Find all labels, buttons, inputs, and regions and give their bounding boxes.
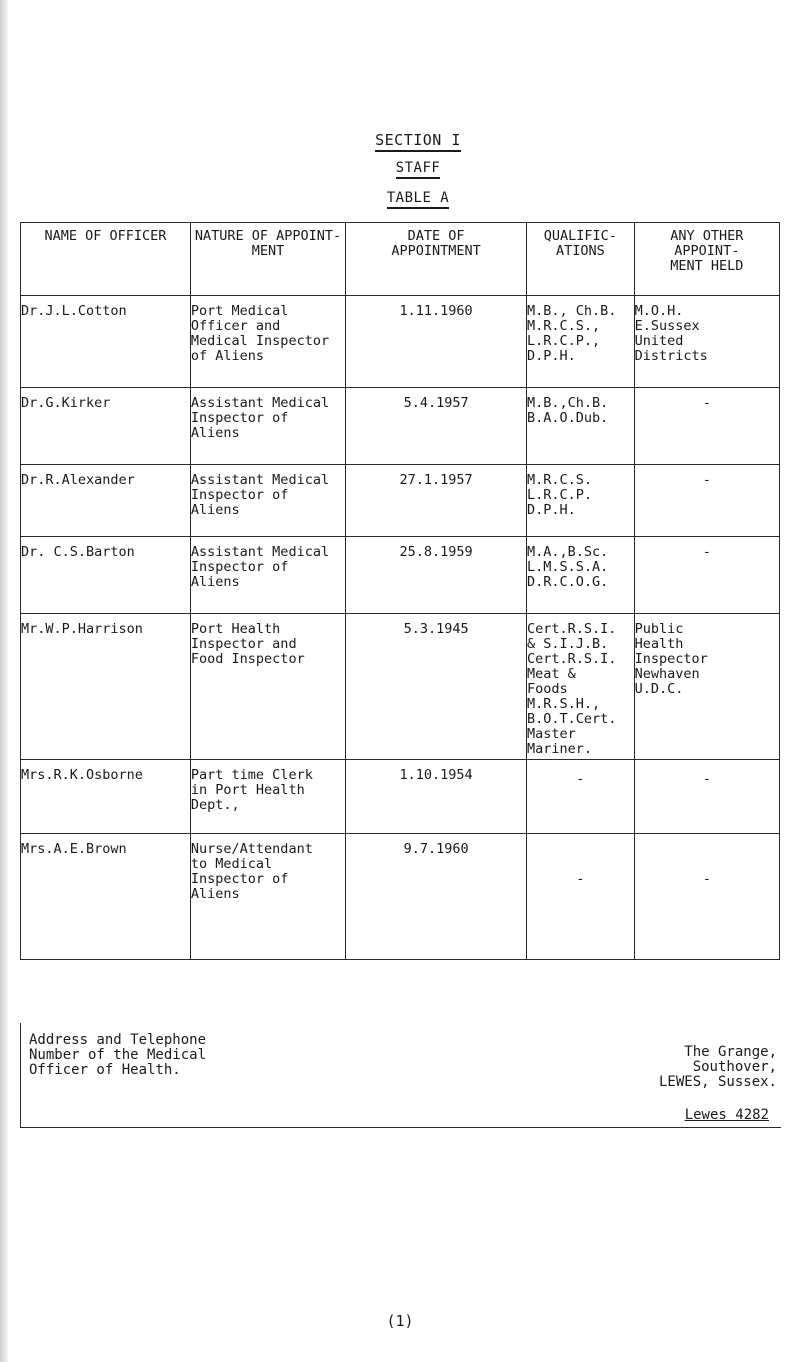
other-appointment: - [634,537,779,614]
table-row [21,296,780,388]
officer-name: Dr. C.S.Barton [21,537,191,614]
other-appointment: - [634,465,779,537]
staff-table [20,222,780,960]
other-appointment: Public Health Inspector Newhaven U.D.C. [634,614,779,760]
appointment-date: 1.10.1954 [346,760,527,834]
qualifications: M.A.,B.Sc. L.M.S.S.A. D.R.C.O.G. [527,537,635,614]
appointment-nature: Port Medical Officer and Medical Inspector of Aliens [190,296,345,388]
qualifications: M.R.C.S. L.R.C.P. D.P.H. [527,465,635,537]
column-header-other-appointment: ANY OTHER APPOINT- MENT HELD [634,223,779,296]
column-header-qualifications: QUALIFIC- ATIONS [527,223,635,296]
appointment-date: 25.8.1959 [346,537,527,614]
officer-name: Dr.R.Alexander [21,465,191,537]
address-label: Address and Telephone Number of the Medical Officer of Health. [29,1032,207,1078]
appointment-nature: Assistant Medical Inspector of Aliens [190,388,345,465]
table-row [21,834,780,960]
qualifications: - [527,760,635,834]
appointment-date: 1.11.1960 [346,296,527,388]
column-header-date: DATE OF APPOINTMENT [346,223,527,296]
other-appointment: M.O.H. E.Sussex United Districts [634,296,779,388]
table-row [21,760,780,834]
officer-name: Dr.J.L.Cotton [21,296,191,388]
section-heading: SECTION I [18,131,800,149]
column-header-name: NAME OF OFFICER [21,223,191,296]
qualifications: M.B.,Ch.B. B.A.O.Dub. [527,388,635,465]
appointment-nature: Assistant Medical Inspector of Aliens [190,465,345,537]
officer-name: Mrs.R.K.Osborne [21,760,191,834]
page-edge-shadow [0,0,8,1362]
officer-name: Dr.G.Kirker [21,388,191,465]
appointment-nature: Nurse/Attendant to Medical Inspector of Aliens [190,834,345,960]
table-row [21,388,780,465]
qualifications: M.B., Ch.B. M.R.C.S., L.R.C.P., D.P.H. [527,296,635,388]
qualifications: - [527,834,635,960]
qualifications: Cert.R.S.I. & S.I.J.B. Cert.R.S.I. Meat & Foods M.R.S.H., B.O.T.Cert. Master Mariner. [527,614,635,760]
table-row [21,537,780,614]
appointment-nature: Assistant Medical Inspector of Aliens [190,537,345,614]
address-block [20,1023,781,1128]
appointment-date: 9.7.1960 [346,834,527,960]
table-heading: TABLE A [18,190,800,206]
address-value: The Grange, Southover, LEWES, Sussex. [658,1044,777,1090]
other-appointment: - [634,760,779,834]
appointment-nature: Port Health Inspector and Food Inspector [190,614,345,760]
officer-name: Mrs.A.E.Brown [21,834,191,960]
page-number: (1) [386,1312,414,1330]
appointment-nature: Part time Clerk in Port Health Dept., [190,760,345,834]
telephone-number: Lewes 4282 [684,1107,769,1123]
appointment-date: 5.3.1945 [346,614,527,760]
column-header-nature: NATURE OF APPOINT- MENT [190,223,345,296]
officer-name: Mr.W.P.Harrison [21,614,191,760]
appointment-date: 5.4.1957 [346,388,527,465]
other-appointment: - [634,834,779,960]
table-row [21,614,780,760]
staff-heading: STAFF [18,160,800,176]
table-header-row [21,223,780,296]
appointment-date: 27.1.1957 [346,465,527,537]
table-row [21,465,780,537]
other-appointment: - [634,388,779,465]
